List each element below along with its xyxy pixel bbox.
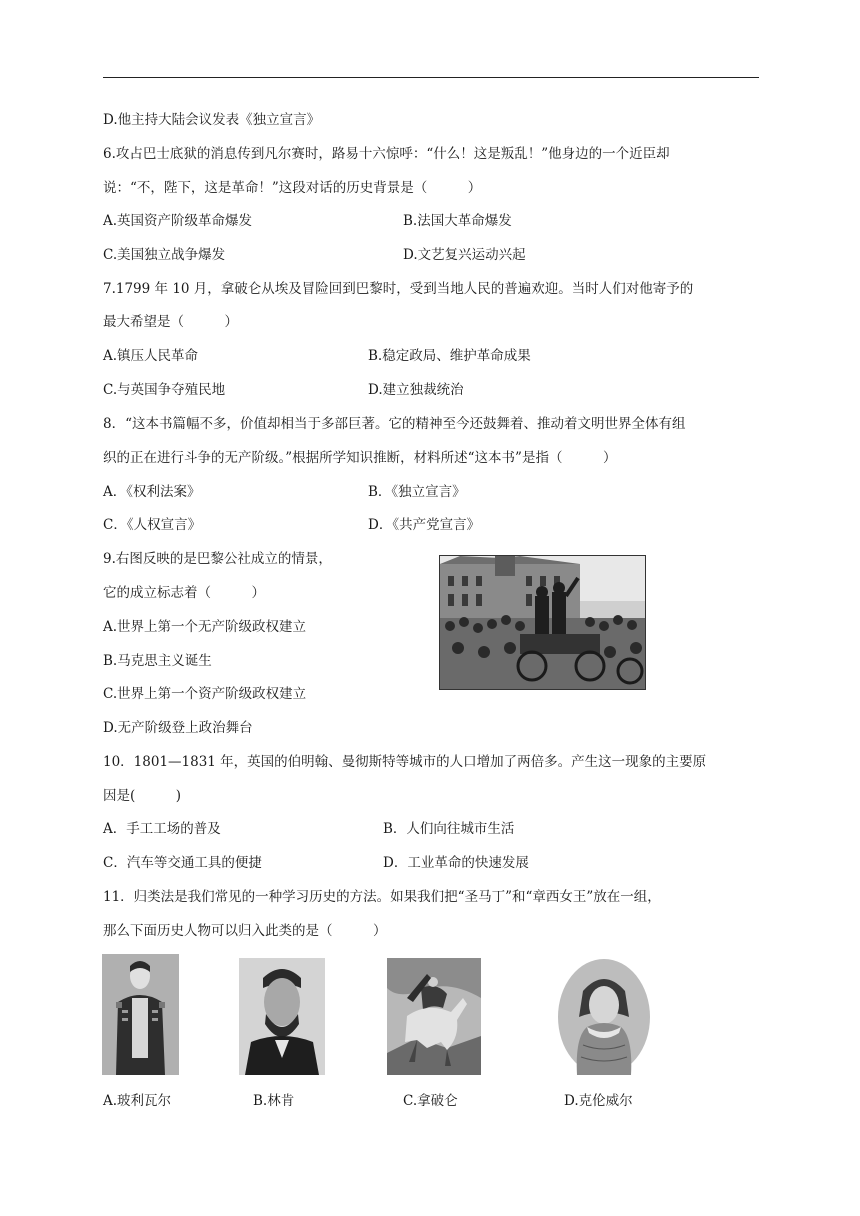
q9-option-b: B.马克思主义诞生 <box>103 653 212 669</box>
q9-stem-line1: 9.右图反映的是巴黎公社成立的情景， <box>103 551 332 567</box>
header-rule <box>103 77 759 78</box>
q6-stem-line2: 说：“不，陛下，这是革命！”这段对话的历史背景是（ ） <box>103 180 482 196</box>
q6-option-b: B.法国大革命爆发 <box>403 213 512 229</box>
paris-commune-image <box>439 555 646 690</box>
q10-option-b: B．人们向往城市生活 <box>383 821 515 837</box>
q11-option-d: D.克伦威尔 <box>564 1093 633 1109</box>
q5-option-d: D.他主持大陆会议发表《独立宣言》 <box>103 112 321 128</box>
q10-option-c: C．汽车等交通工具的便捷 <box>103 855 262 871</box>
q7-option-b: B.稳定政局、维护革命成果 <box>368 348 531 364</box>
q11-option-b: B.林肯 <box>253 1093 295 1109</box>
q6-option-c: C.美国独立战争爆发 <box>103 247 226 263</box>
q9-option-a: A.世界上第一个无产阶级政权建立 <box>103 619 307 635</box>
q7-option-a: A.镇压人民革命 <box>103 348 199 364</box>
q9-stem-line2: 它的成立标志着（ ） <box>103 585 265 601</box>
q6-option-d: D.文艺复兴运动兴起 <box>403 247 526 263</box>
q11-stem-line2: 那么下面历史人物可以归入此类的是（ ） <box>103 923 387 939</box>
lincoln-portrait <box>239 958 325 1075</box>
q9-option-c: C.世界上第一个资产阶级政权建立 <box>103 686 307 702</box>
q7-stem-line2: 最大希望是（ ） <box>103 314 238 330</box>
q8-option-d: D．《共产党宣言》 <box>368 517 481 533</box>
q8-option-a: A．《权利法案》 <box>103 484 201 500</box>
q10-option-d: D．工业革命的快速发展 <box>383 855 529 871</box>
q11-option-c: C.拿破仑 <box>403 1093 458 1109</box>
q10-stem-line1: 10．1801—1831 年，英国的伯明翰、曼彻斯特等城市的人口增加了两倍多。产生这一现象的主要原 <box>103 754 707 770</box>
q8-option-b: B．《独立宣言》 <box>368 484 466 500</box>
q11-stem-line1: 11．归类法是我们常见的一种学习历史的方法。如果我们把“圣马丁”和“章西女王”放在一组， <box>103 889 661 905</box>
cromwell-portrait <box>557 957 652 1078</box>
q9-option-d: D.无产阶级登上政治舞台 <box>103 720 253 736</box>
q8-stem-line1: 8．“这本书篇幅不多，价值却相当于多部巨著。它的精神至今还鼓舞着、推动着文明世界全体有组 <box>103 416 686 432</box>
napoleon-portrait <box>387 958 481 1075</box>
q7-option-d: D.建立独裁统治 <box>368 382 464 398</box>
q7-stem-line1: 7.1799 年 10 月，拿破仑从埃及冒险回到巴黎时，受到当地人民的普遍欢迎。当时人们对他寄予的 <box>103 281 694 297</box>
q10-option-a: A．手工工场的普及 <box>103 821 221 837</box>
bolivar-portrait <box>102 954 179 1075</box>
q8-option-c: C．《人权宣言》 <box>103 517 202 533</box>
q6-option-a: A.英国资产阶级革命爆发 <box>103 213 253 229</box>
q11-option-a: A.玻利瓦尔 <box>103 1093 172 1109</box>
q6-stem-line1: 6.攻占巴士底狱的消息传到凡尔赛时，路易十六惊呼：“什么！这是叛乱！”他身边的一个近臣却 <box>103 146 670 162</box>
q8-stem-line2: 织的正在进行斗争的无产阶级。”根据所学知识推断，材料所述“这本书”是指（ ） <box>103 450 617 466</box>
q10-stem-line2: 因是( ) <box>103 788 182 804</box>
q7-option-c: C.与英国争夺殖民地 <box>103 382 226 398</box>
